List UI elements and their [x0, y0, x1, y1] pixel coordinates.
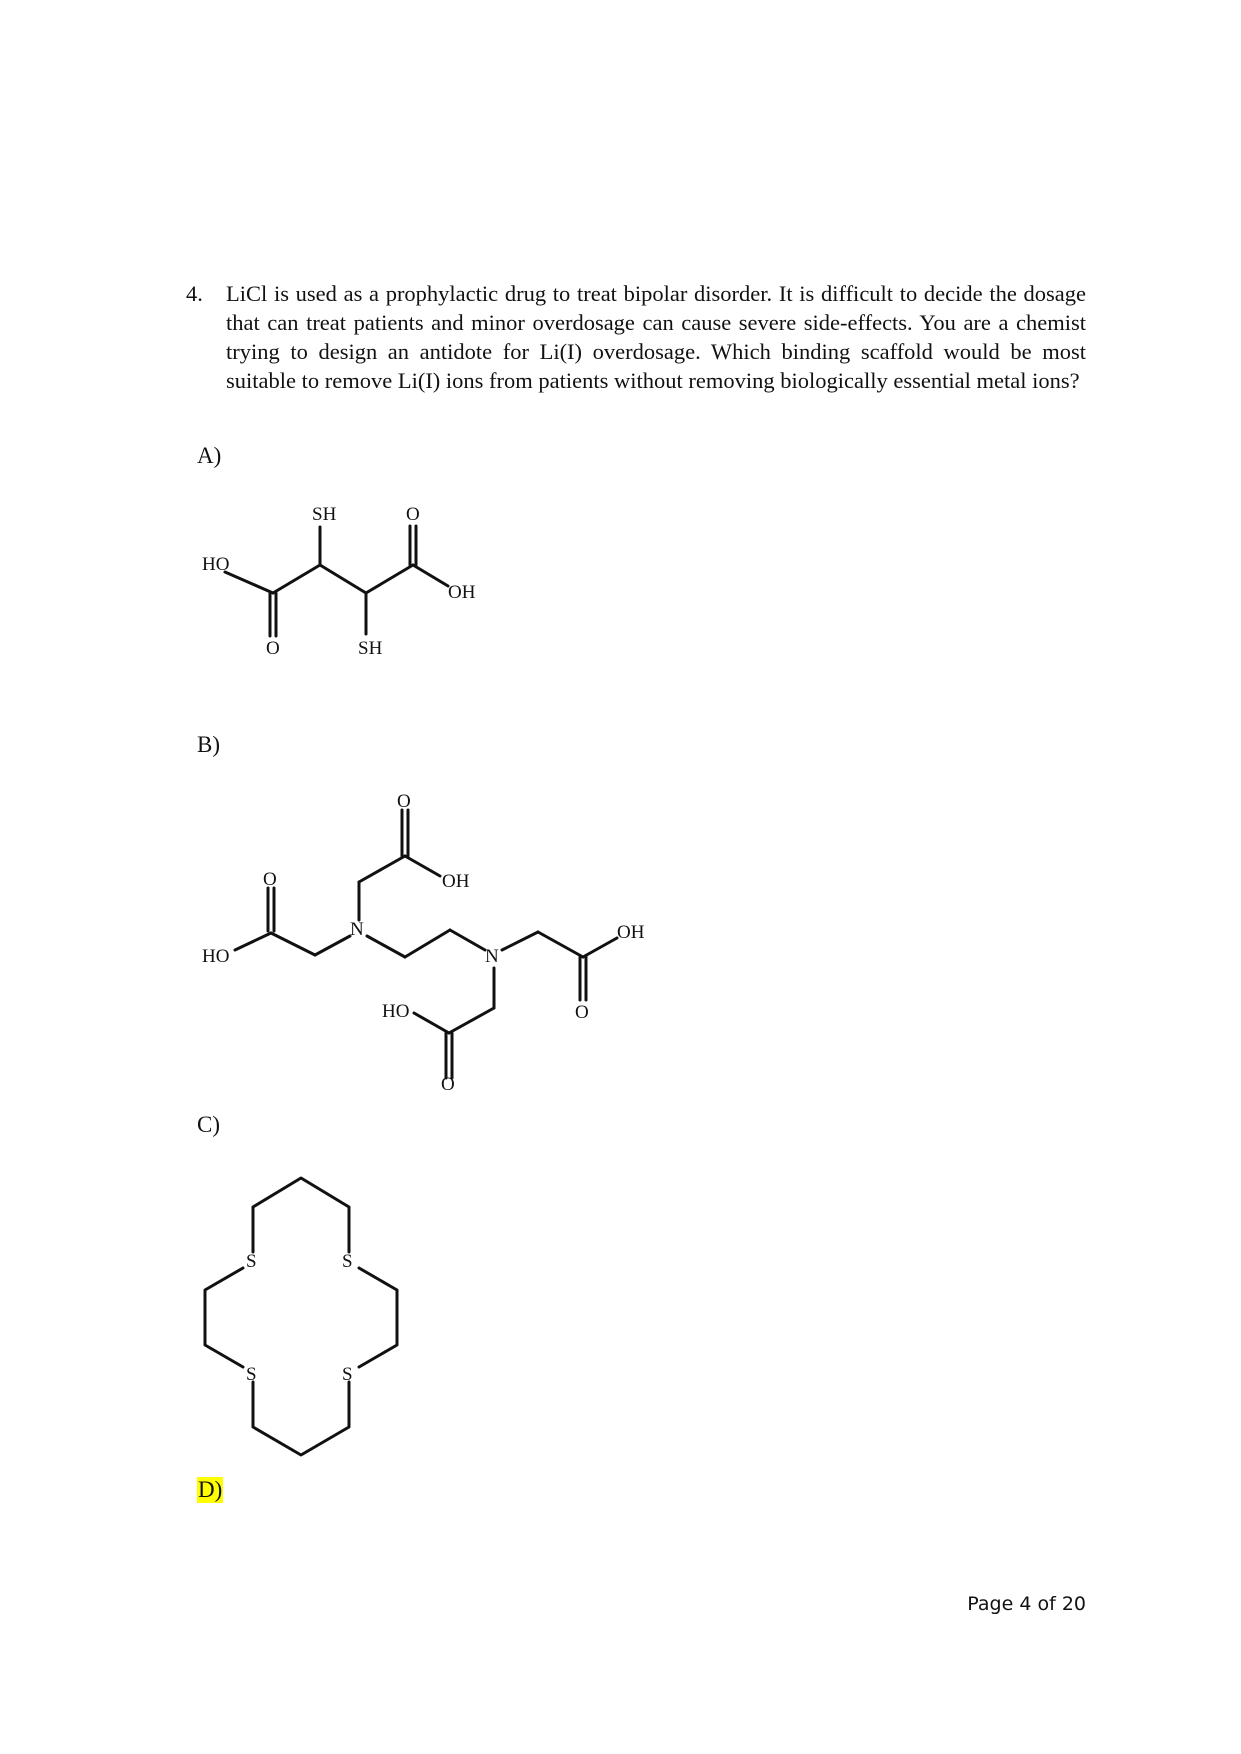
atom-o-top: O [406, 504, 420, 525]
atom-sh-bottom: SH [358, 638, 383, 659]
atom-s-2: S [342, 1251, 353, 1272]
atom-o-4: O [441, 1074, 455, 1095]
atom-s-1: S [246, 1251, 257, 1272]
atom-s-4: S [342, 1364, 353, 1385]
atom-o-2: O [397, 791, 411, 812]
atom-s-3: S [246, 1364, 257, 1385]
option-a-label: A) [197, 443, 222, 468]
page-number: Page 4 of 20 [967, 1593, 1086, 1615]
atom-ho-4: HO [382, 1001, 410, 1022]
option-b-label: B) [197, 732, 220, 757]
atom-ho-1: HO [202, 946, 230, 967]
atom-o-bottom: O [266, 638, 280, 659]
atom-o-1: O [263, 869, 277, 890]
atom-o-3: O [575, 1002, 589, 1023]
atom-oh-2: OH [442, 871, 470, 892]
question-text: LiCl is used as a prophylactic drug to treat bipolar disorder. It is difficult to decide the dosage that can treat patients and minor overdosage can cause severe side-effects. You are a chemist trying to design an antidote for Li(I) overdosage. Which binding scaffold would be most suitable to remove Li(I) ions from patients without removing biologically essential metal ions? [226, 281, 1086, 393]
atom-sh-top: SH [312, 504, 337, 525]
atom-n-1: N [350, 919, 364, 940]
option-d-label-highlighted: D) [198, 1477, 223, 1502]
atom-oh-3: OH [617, 922, 645, 943]
option-c-label: C) [197, 1112, 220, 1137]
atom-n-2: N [485, 946, 499, 967]
question-number: 4. [186, 281, 203, 306]
atom-oh: OH [448, 582, 476, 603]
atom-ho: HO [202, 554, 230, 575]
